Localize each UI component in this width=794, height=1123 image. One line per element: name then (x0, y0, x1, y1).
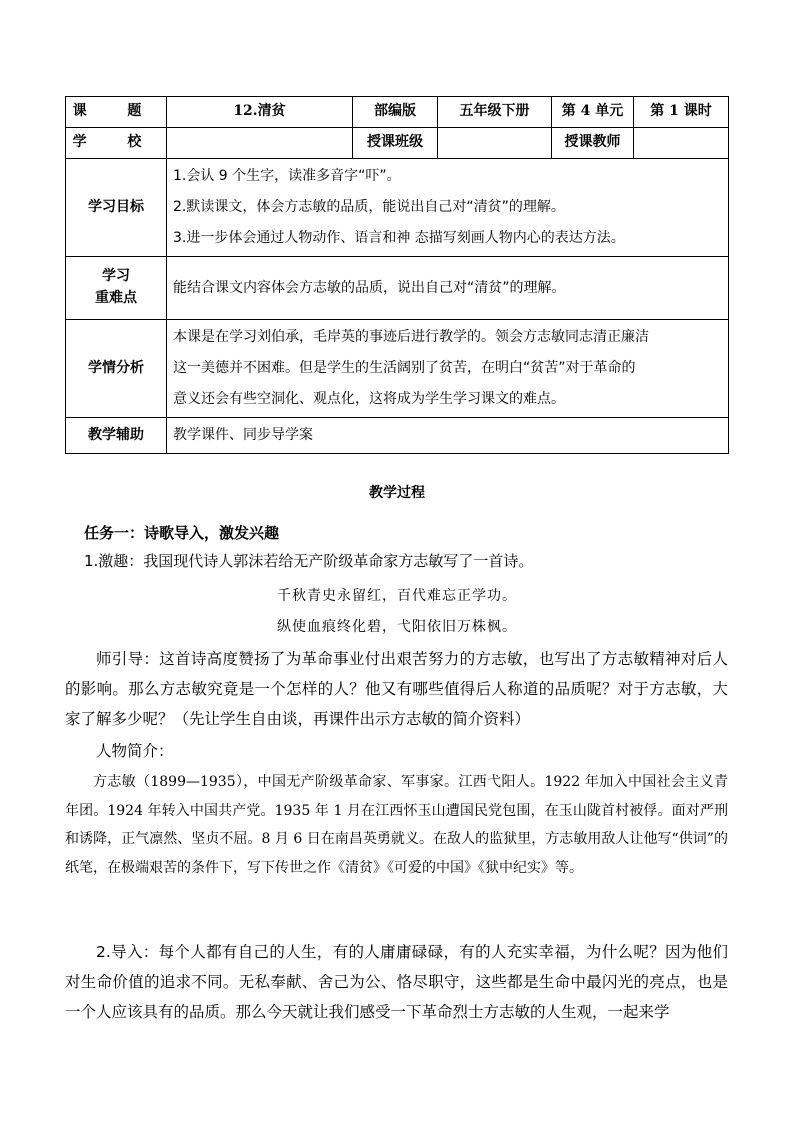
objectives-label: 学习目标 (66, 159, 167, 257)
lesson-info-table (65, 96, 729, 454)
poem-line-2: 纵使血痕终化碧，弋阳依旧万株枫。 (277, 619, 517, 635)
key-points-label (66, 257, 167, 320)
lesson-label: 课 题 (66, 97, 167, 128)
table-row (66, 320, 729, 418)
class-label: 授课班级 (353, 128, 438, 159)
teacher-label: 授课教师 (552, 128, 634, 159)
biography-paragraph: 方志敏（1899—1935），中国无产阶级革命家、军事家。江西弋阳人。1922 年加入中国社会主义青年团。1924 年转入中国共产党。1935 年 1 月在江西怀玉山遭国民党包围，在玉山陇首村被俘。面对严刑和诱降，正气凛然、坚贞不屈。8 月 6 日在南昌英勇就义。在敌人的监狱里，方志敏用敌人让他写“供词”的纸笔，在极端艰苦的条件下，写下传世之作《清贫》《可爱的中国》《狱中纪实》等。 (65, 774, 728, 876)
warmup-paragraph: 1.激趣：我国现代诗人郭沫若给无产阶级革命家方志敏写了一首诗。 (84, 552, 534, 570)
school-label: 学 校 (66, 128, 167, 159)
process-title: 教学过程 (369, 485, 425, 501)
table-row (66, 159, 729, 257)
analysis-label: 学情分析 (66, 320, 167, 418)
school-value (167, 128, 353, 159)
key-points-label-line1: 学习 (102, 268, 130, 285)
class-value (438, 128, 552, 159)
objective-line: 1.会认 9 个生字，读准多音字“吓”。 (173, 168, 401, 184)
lesson-title: 12.清贫 (167, 97, 353, 128)
teacher-value (634, 128, 729, 159)
profile-heading: 人物简介： (96, 742, 174, 760)
key-points-content: 能结合课文内容体会方志敏的品质，说出自己对“清贫”的理解。 (167, 257, 729, 320)
analysis-content (167, 320, 729, 418)
analysis-line: 本课是在学习刘伯承，毛岸英的事迹后进行教学的。领会方志敏同志清正廉洁 (173, 329, 649, 345)
grade: 五年级下册 (438, 97, 552, 128)
edition: 部编版 (353, 97, 438, 128)
teacher-guide-paragraph: 师引导：这首诗高度赞扬了为革命事业付出艰苦努力的方志敏，也写出了方志敏精神对后人的影响。那么方志敏究竟是一个怎样的人？他又有哪些值得后人称道的品质呢？对于方志敏，大家了解多少呢？（先让学生自由谈，再课件出示方志敏的简介资料） (65, 650, 728, 728)
table-row (66, 257, 729, 320)
aids-content: 教学课件、同步导学案 (167, 418, 729, 454)
analysis-line: 意义还会有些空洞化、观点化，这将成为学生学习课文的难点。 (173, 391, 565, 407)
period: 第 1 课时 (634, 97, 729, 128)
objectives-content (167, 159, 729, 257)
poem-line-1: 千秋青史永留红，百代难忘正学功。 (277, 588, 517, 604)
table-row (66, 418, 729, 454)
objective-line: 2.默读课文，体会方志敏的品质，能说出自己对“清贫”的理解。 (173, 199, 565, 215)
table-row (66, 128, 729, 159)
analysis-line: 这一美德并不困难。但是学生的生活阔别了贫苦，在明白“贫苦”对于革命的 (173, 360, 636, 376)
key-points-label-line2: 重难点 (95, 290, 137, 306)
table-row (66, 97, 729, 128)
lead-in-paragraph: 2.导入：每个人都有自己的人生，有的人庸庸碌碌，有的人充实幸福，为什么呢？因为他们对生命价值的追求不同。无私奉献、舍己为公、恪尽职守，这些都是生命中最闪光的亮点，也是一个人应该具有的品质。那么今天就让我们感受一下革命烈士方志敏的人生观，一起来学 (65, 943, 728, 1021)
objective-line: 3.进一步体会通过人物动作、语言和神 态描写刻画人物内心的表达方法。 (173, 230, 625, 246)
aids-label: 教学辅助 (66, 418, 167, 454)
task-one-heading: 任务一：诗歌导入，激发兴趣 (84, 524, 280, 542)
unit: 第 4 单元 (552, 97, 634, 128)
